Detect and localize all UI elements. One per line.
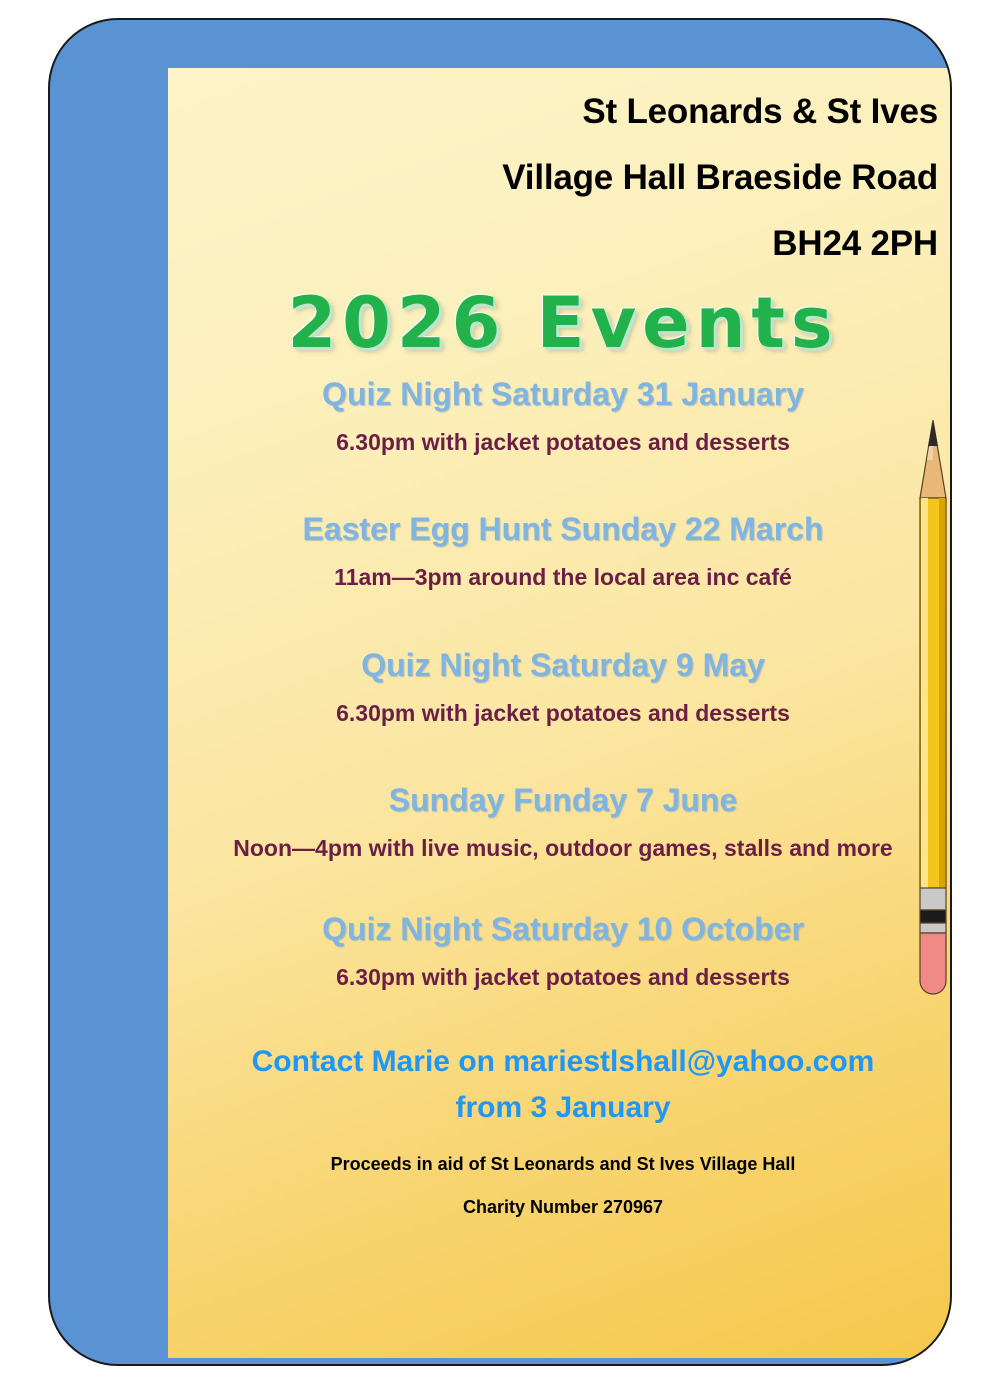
address-line-2: Village Hall Braeside Road	[502, 158, 938, 197]
event-title: Easter Egg Hunt Sunday 22 March	[302, 511, 824, 548]
events-list	[168, 376, 952, 993]
poster-border	[48, 18, 952, 1366]
address-postcode: BH24 2PH	[772, 224, 938, 263]
event-item	[168, 376, 952, 457]
event-item	[168, 782, 952, 863]
contact-from-date: from 3 January	[455, 1091, 671, 1125]
poster-panel	[168, 68, 952, 1358]
address-line-1: St Leonards & St Ives	[582, 92, 938, 131]
event-title: Quiz Night Saturday 31 January	[322, 376, 804, 412]
footer-block	[168, 1154, 952, 1218]
event-title: Quiz Night Saturday 9 May	[361, 646, 765, 683]
event-detail: 6.30pm with jacket potatoes and desserts	[336, 699, 790, 726]
event-title: Quiz Night Saturday 10 October	[322, 911, 804, 948]
pencil-icon	[912, 420, 952, 1040]
event-detail: Noon—4pm with live music, outdoor games, stalls and more	[233, 835, 893, 862]
proceeds-note: Proceeds in aid of St Leonards and St Ives Village Hall	[330, 1153, 796, 1174]
charity-number: Charity Number 270967	[462, 1196, 664, 1217]
event-title: Sunday Funday 7 June	[388, 782, 738, 819]
page-title: 2026 Events	[287, 282, 839, 364]
contact-email-line[interactable]: Contact Marie on mariestlshall@yahoo.com	[251, 1044, 875, 1078]
event-item	[168, 911, 952, 992]
event-item	[168, 647, 952, 728]
poster-content	[168, 68, 952, 1358]
contact-block	[168, 1039, 952, 1132]
event-item	[168, 511, 952, 592]
venue-address	[168, 92, 952, 264]
event-detail: 6.30pm with jacket potatoes and desserts	[336, 429, 790, 455]
event-detail: 6.30pm with jacket potatoes and desserts	[336, 964, 790, 991]
event-detail: 11am—3pm around the local area inc café	[334, 564, 792, 591]
